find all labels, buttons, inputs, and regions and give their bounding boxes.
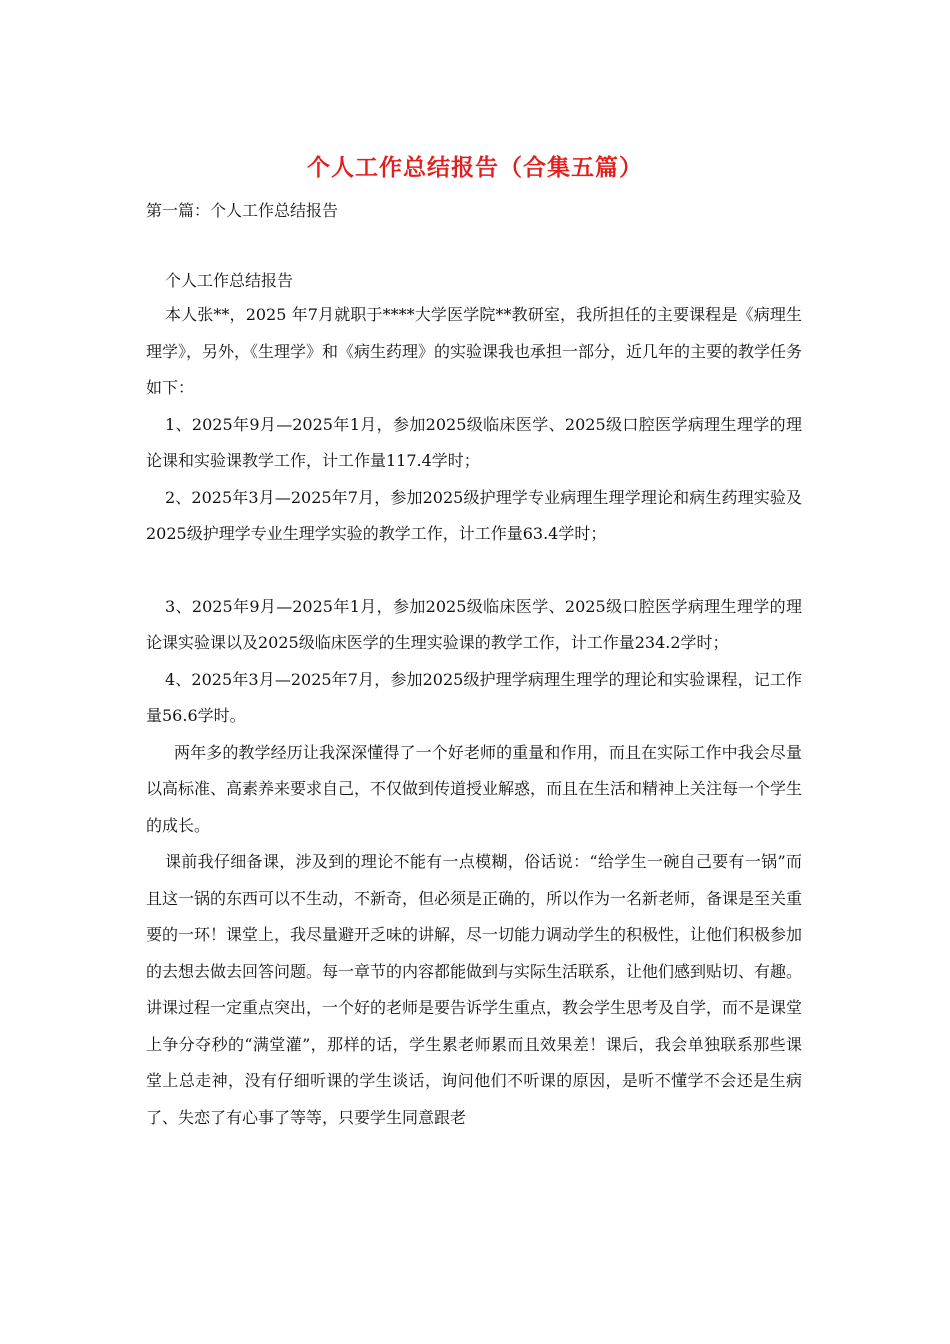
paragraph-intro: 本人张**，2025 年7月就职于****大学医学院**教研室，我所担任的主要课程是《病理生理学》，另外，《生理学》和《病生药理》的实验课我也承担一部分，近几年的主要的教学任务如下： bbox=[146, 305, 803, 397]
paragraph-experience: 两年多的教学经历让我深深懂得了一个好老师的重量和作用，而且在实际工作中我会尽量以高标准、高素养来要求自己，不仅做到传道授业解惑，而且在生活和精神上关注每一个学生的成长。 bbox=[146, 742, 803, 835]
paragraph-gap bbox=[146, 553, 802, 589]
document-title: 个人工作总结报告（合集五篇） bbox=[307, 154, 643, 181]
paragraph-item-1: 1、2025年9月—2025年1月，参加2025级临床医学、2025级口腔医学病理生理学的理论课和实验课教学工作，计工作量117.4学时； bbox=[146, 414, 802, 470]
paragraph-item-4: 4、2025年3月—2025年7月，参加2025级护理学病理生理学的理论和实验课程，记工作量56.6学时。 bbox=[146, 669, 802, 725]
paragraph-item-3: 3、2025年9月—2025年1月，参加2025级临床医学、2025级口腔医学病理生理学的理论课实验课以及2025级临床医学的生理实验课的教学工作，计工作量234.2学时； bbox=[146, 596, 802, 652]
paragraph-item-2: 2、2025年3月—2025年7月，参加2025级护理学专业病理生理学理论和病生药理实验及2025级护理学专业生理学实验的教学工作，计工作量63.4学时； bbox=[146, 487, 802, 543]
section-heading: 第一篇：个人工作总结报告 bbox=[146, 201, 339, 220]
paragraph-lesson-prep: 课前我仔细备课，涉及到的理论不能有一点模糊，俗话说：“给学生一碗自己要有一锅”而且这一锅的东西可以不生动，不新奇，但必须是正确的，所以作为一名新老师，备课是至关重要的一环！课堂上，我尽量避开乏味的讲解，尽一切能力调动学生的积极性，让他们积极参加的去想去做去回答问题。每一章节的内容都能做到与实际生活联系，让他们感到贴切、有趣。讲课过程一定重点突出，一个好的老师是要告诉学生重点，教会学生思考及自学，而不是课堂上争分夺秒的“满堂灌”，那样的话，学生累老师累而且效果差！课后，我会单独联系那些课堂上总走神，没有仔细听课的学生谈话，询问他们不听课的原因，是听不懂学不会还是生病了、失恋了有心事了等等，只要学生同意跟老 bbox=[146, 852, 803, 1127]
document-body bbox=[146, 297, 802, 1136]
report-subtitle: 个人工作总结报告 bbox=[165, 271, 294, 290]
